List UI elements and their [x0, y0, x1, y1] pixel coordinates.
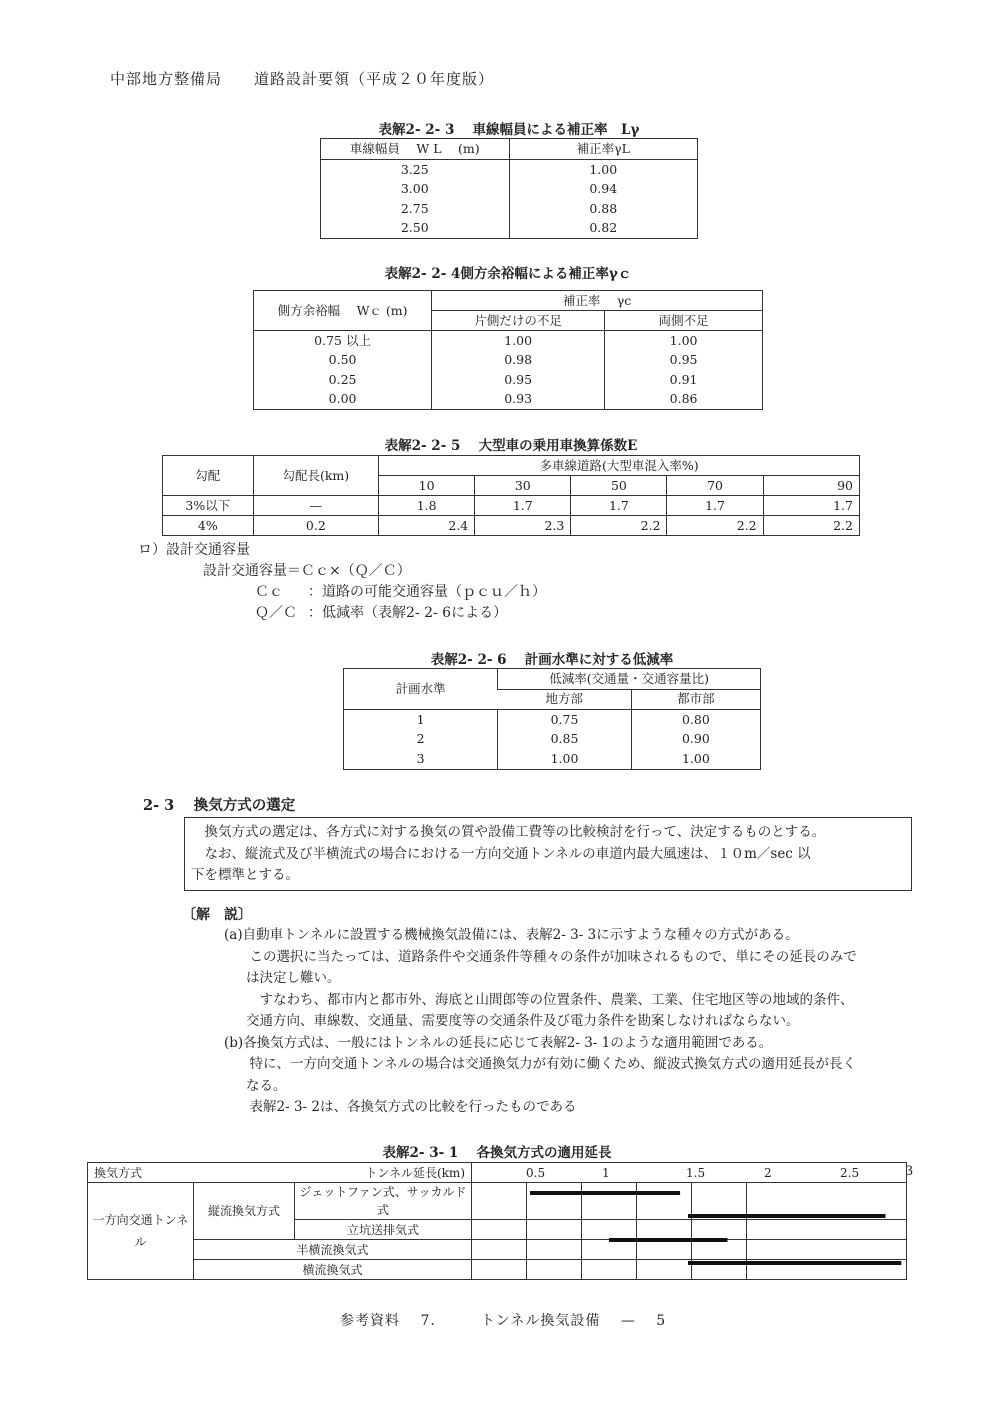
cell: 2.2	[763, 516, 859, 536]
axis-ticks	[472, 1163, 907, 1183]
cell: 1.00	[498, 749, 631, 769]
page-footer: 参考資料 7. トンネル換気設備 — 5	[340, 1313, 667, 1329]
table-2-3-1	[87, 1162, 907, 1280]
col-header-mix: 30	[475, 476, 571, 496]
col-header-rural: 地方部	[498, 689, 631, 710]
table-row	[254, 370, 763, 390]
cell: 0.25	[254, 370, 432, 390]
cell: 2.75	[400, 200, 429, 216]
table-2-2-6-caption: 表解2- 2- 6 計画水準に対する低減率	[430, 652, 674, 668]
col-header-grade-length: 勾配長(km)	[253, 456, 378, 496]
tick-label: 3	[905, 1164, 914, 1179]
cell: 1	[416, 711, 425, 727]
method-label: 立坑送排気式	[295, 1220, 472, 1240]
col-header-method: 換気方式	[88, 1163, 295, 1183]
cell: 0.88	[509, 199, 698, 219]
col-header-side-clearance: 側方余裕幅 Wｃ (m)	[254, 291, 432, 331]
design-capacity-formula: 設計交通容量＝Ｃｃ×（Ｑ／Ｃ）	[203, 563, 411, 579]
cell: 1.7	[763, 496, 859, 516]
table-row	[321, 219, 698, 239]
col-header-reduction-group: 低減率(交通量・交通容量比)	[498, 669, 761, 690]
col-header-mix-group: 多車線道路(大型車混入率%)	[379, 456, 860, 476]
col-header-urban: 都市部	[631, 689, 760, 710]
cell: 2.2	[571, 516, 667, 536]
cell: 0.00	[254, 390, 432, 410]
col-header-grade: 勾配	[163, 456, 254, 496]
table-row	[254, 390, 763, 410]
cell: 0.98	[432, 351, 605, 371]
group-label: 一方向交通トンネル	[88, 1183, 194, 1280]
cell: 0.91	[605, 370, 763, 390]
paragraph-line: 表解2- 3- 2は、各換気方式の比較を行ったものである	[236, 1099, 577, 1115]
table-2-3-1-caption: 表解2- 3- 1 各換気方式の適用延長	[382, 1145, 612, 1161]
cell: 0.86	[605, 390, 763, 410]
cell: 2.50	[400, 220, 429, 236]
method-label: 半横流換気式	[194, 1240, 472, 1260]
policy-line: なお、縦流式及び半横流式の場合における一方向交通トンネルの車道内最大風速は、１０m／sec 以	[191, 845, 811, 862]
col-header-mix: 10	[379, 476, 475, 496]
cell: 1.00	[432, 331, 605, 351]
tick-label: 0.5	[526, 1165, 546, 1180]
col-header-correction-group: 補正率 γc	[432, 291, 763, 311]
col-header-mix: 90	[763, 476, 859, 496]
section-title: 2- 3 換気方式の選定	[143, 797, 296, 814]
cell: 0.95	[605, 351, 763, 371]
cell: 0.75	[498, 710, 631, 730]
cell: 3.00	[400, 181, 429, 197]
table-row	[254, 351, 763, 371]
cell: 3%以下	[163, 496, 254, 516]
cell: 1.7	[571, 496, 667, 516]
cell: 3.25	[400, 161, 429, 177]
sub-group-label: 縦流換気方式	[194, 1183, 295, 1240]
cell: 4%	[163, 516, 254, 536]
col-header-both-sides: 両側不足	[605, 311, 763, 331]
table-2-2-4	[253, 290, 763, 410]
table-row	[344, 749, 761, 769]
cell: —	[253, 496, 378, 516]
cell: 0.95	[432, 370, 605, 390]
table-row	[321, 180, 698, 200]
table-2-2-6	[343, 668, 761, 770]
paragraph-line: この選択に当たっては、道路条件や交通条件等種々の条件が加味されるもので、単にその延長のみで	[236, 949, 857, 965]
policy-line: 換気方式の選定は、各方式に対する換気の質や設備工費等の比較検討を行って、決定するものとする。	[191, 824, 826, 840]
definition-cc-text: ：道路の可能交通容量（ｐｃｕ／ｈ）	[308, 584, 546, 600]
policy-line: 下を標準とする。	[191, 867, 299, 883]
col-header-lane-width: 車線幅員 W L (m)	[321, 139, 510, 160]
cell: 0.90	[631, 730, 760, 750]
paragraph-line: (a)自動車トンネルに設置する機械換気設備には、表解2- 3- 3に示すような種々の方式がある。	[224, 927, 799, 943]
table-row	[163, 516, 860, 536]
cell: 0.82	[509, 219, 698, 239]
table-2-2-4-caption: 表解2- 2- 4側方余裕幅による補正率γｃ	[384, 266, 632, 282]
commentary-heading: 〔解 説〕	[182, 907, 252, 923]
table-row	[344, 730, 761, 750]
tick-label: 2	[764, 1165, 772, 1180]
cell: 2	[416, 731, 425, 747]
table-2-2-5	[162, 455, 860, 536]
table-2-2-5-caption: 表解2- 2- 5 大型車の乗用車換算係数E	[384, 438, 638, 454]
design-capacity-heading: ロ）設計交通容量	[138, 542, 250, 558]
col-header-mix: 50	[571, 476, 667, 496]
cell: 1.00	[631, 749, 760, 769]
cell: 2.3	[475, 516, 571, 536]
definition-qc-term: Ｑ／Ｃ	[255, 605, 297, 621]
table-row	[163, 496, 860, 516]
col-header-correction: 補正率γL	[509, 139, 698, 160]
table-2-2-3	[320, 138, 698, 239]
definition-cc-term: Ｃｃ	[255, 584, 283, 600]
cell: 2.2	[667, 516, 763, 536]
col-header-mix: 70	[667, 476, 763, 496]
paragraph-line: すなわち、都市内と都市外、海底と山間郎等の位置条件、農業、工業、住宅地区等の地域的条件、	[246, 992, 854, 1008]
paragraph-line: (b)各換気方式は、一般にはトンネルの延長に応じて表解2- 3- 1のような適用範囲である。	[224, 1035, 773, 1051]
cell: 1.00	[605, 331, 763, 351]
table-row	[254, 331, 763, 351]
cell: 1.7	[475, 496, 571, 516]
cell: 0.93	[432, 390, 605, 410]
paragraph-line: 特に、一方向交通トンネルの場合は交通換気力が有効に働くため、縦波式換気方式の適用延長が長く	[236, 1056, 857, 1072]
cell: 0.80	[631, 710, 760, 730]
cell: 0.75 以上	[254, 331, 432, 351]
cell: 0.2	[253, 516, 378, 536]
tick-label: 2.5	[840, 1165, 860, 1180]
paragraph-line: は決定し難い。	[246, 970, 341, 986]
table-row	[321, 160, 698, 180]
col-header-plan-level: 計画水準	[344, 669, 498, 710]
policy-box	[184, 817, 912, 891]
cell: 0.50	[254, 351, 432, 371]
table-2-2-3-caption: 表解2- 2- 3 車線幅員による補正率 Lγ	[378, 122, 640, 138]
paragraph-line: 交通方向、車線数、交通量、需要度等の交通条件及び電力条件を勘案しなければならない。	[246, 1013, 800, 1029]
cell: 1.7	[667, 496, 763, 516]
cell: 0.85	[498, 730, 631, 750]
tick-label: 1.5	[686, 1165, 706, 1180]
table-row	[344, 710, 761, 730]
cell: 1.00	[509, 160, 698, 180]
table-row	[321, 199, 698, 219]
col-header-tunnel-length: トンネル延長(km)	[295, 1163, 472, 1183]
paragraph-line: なる。	[246, 1078, 287, 1094]
method-label: 横流換気式	[194, 1260, 472, 1280]
col-header-one-side: 片側だけの不足	[432, 311, 605, 331]
cell: 0.94	[509, 180, 698, 200]
cell: 1.8	[379, 496, 475, 516]
cell: 2.4	[379, 516, 475, 536]
cell: 3	[416, 750, 425, 766]
document-header: 中部地方整備局 道路設計要領（平成２０年度版）	[110, 70, 495, 88]
definition-qc-text: ：低減率（表解2- 2- 6による）	[308, 605, 508, 621]
tick-label: 1	[602, 1165, 610, 1180]
method-label: ジェットファン式、サッカルド式	[295, 1183, 472, 1220]
